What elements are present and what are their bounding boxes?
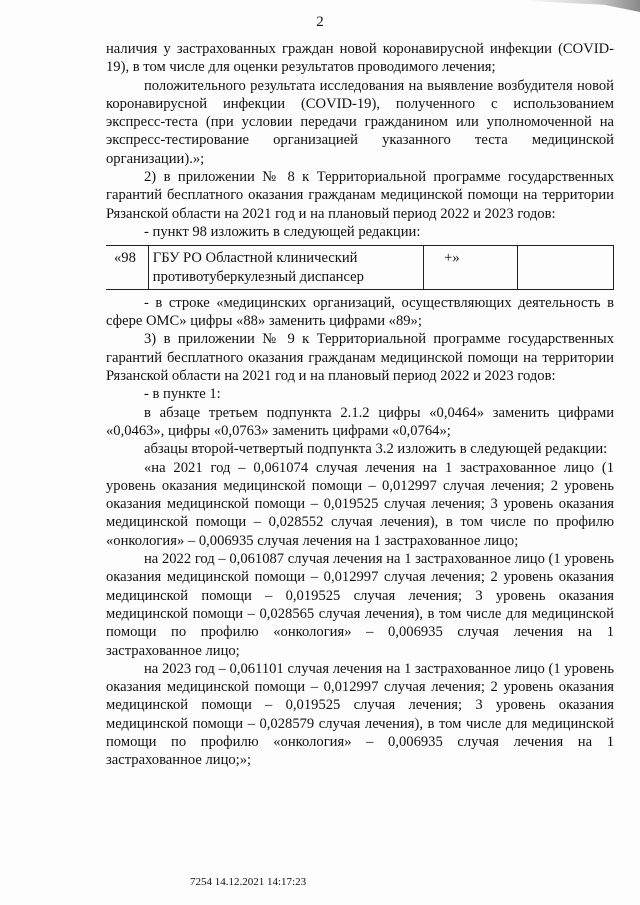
paragraph: 2) в приложении № 8 к Территориальной программе государственных гарантий бесплатного оказания гражданам медицинской помощи на территории Рязанской области на 2021 год и на плановый период 2022 и 2023 годов: xyxy=(106,169,614,222)
table-cell-empty xyxy=(517,246,613,290)
replacement-table xyxy=(106,245,614,290)
table-row xyxy=(106,246,614,290)
paragraph: - пункт 98 изложить в следующей редакции: xyxy=(144,223,421,240)
paragraph: наличия у застрахованных граждан новой коронавирусной инфекции (COVID-19), в том числе для оценки результатов проводимого лечения; xyxy=(106,41,614,76)
table-cell-mark: +» xyxy=(424,246,517,290)
document-footer-stamp: 7254 14.12.2021 14:17:23 xyxy=(190,876,307,888)
table-cell-organization: ГБУ РО Областной клинический противотуберкулезный диспансер xyxy=(148,246,423,290)
paragraph: абзацы второй-четвертый подпункта 3.2 изложить в следующей редакции: xyxy=(144,441,608,458)
paragraph: - в строке «медицинских организаций, осуществляющих деятельность в сфере ОМС» цифры «88» заменить цифрами «89»; xyxy=(106,294,614,330)
paragraph: на 2022 год – 0,061087 случая лечения на 1 застрахованное лицо (1 уровень оказания медицинской помощи – 0,012997 случая лечения; 2 уровень оказания медицинской помощи – 0,019525 случая лечения; 3 уровень оказания медицинской помощи – 0,028565 случая лечения), в том числе для медицинской помощи по профилю «онкология» – 0,006935 случая лечения на 1 застрахованное лицо; xyxy=(106,551,614,659)
paragraph: 3) в приложении № 9 к Территориальной программе государственных гарантий бесплатного оказания гражданам медицинской помощи на территории Рязанской области на 2021 год и на плановый период 2022 и 2023 годов: xyxy=(106,331,614,385)
paragraph: «на 2021 год – 0,061074 случая лечения на 1 застрахованное лицо (1 уровень оказания медицинской помощи – 0,012997 случая лечения; 2 уровень оказания медицинской помощи – 0,019525 случая лечения; 3 уровень оказания медицинской помощи – 0,028552 случая лечения), в том числе по профилю «онкология» – 0,006935 случая лечения на 1 застрахованное лицо; xyxy=(106,459,614,549)
table-cell-number: «98 xyxy=(106,246,148,290)
paragraph: на 2023 год – 0,061101 случая лечения на 1 застрахованное лицо (1 уровень оказания медицинской помощи – 0,012997 случая лечения; 2 уровень оказания медицинской помощи – 0,019525 случая лечения; 3 уровень оказания медицинской помощи – 0,028579 случая лечения), в том числе для медицинской помощи по профилю «онкология» – 0,006935 случая лечения на 1 застрахованное лицо;»; xyxy=(106,660,614,769)
paragraph: положительного результата исследования на выявление возбудителя новой коронавирусной инфекции (COVID-19), полученного с использованием экспресс-теста (при условии передачи гражданином или уполномоченной на экспресс-тестирование организацией указанного теста медицинской организации).»; xyxy=(106,77,614,167)
scan-edge-artifact xyxy=(520,0,640,12)
paragraph: - в пункте 1: xyxy=(144,386,221,403)
document-body xyxy=(106,40,614,770)
paragraph: в абзаце третьем подпункта 2.1.2 цифры «0,0464» заменить цифрами «0,0463», цифры «0,0763» заменить цифрами «0,0764»; xyxy=(106,404,614,439)
page-number: 2 xyxy=(316,14,324,30)
